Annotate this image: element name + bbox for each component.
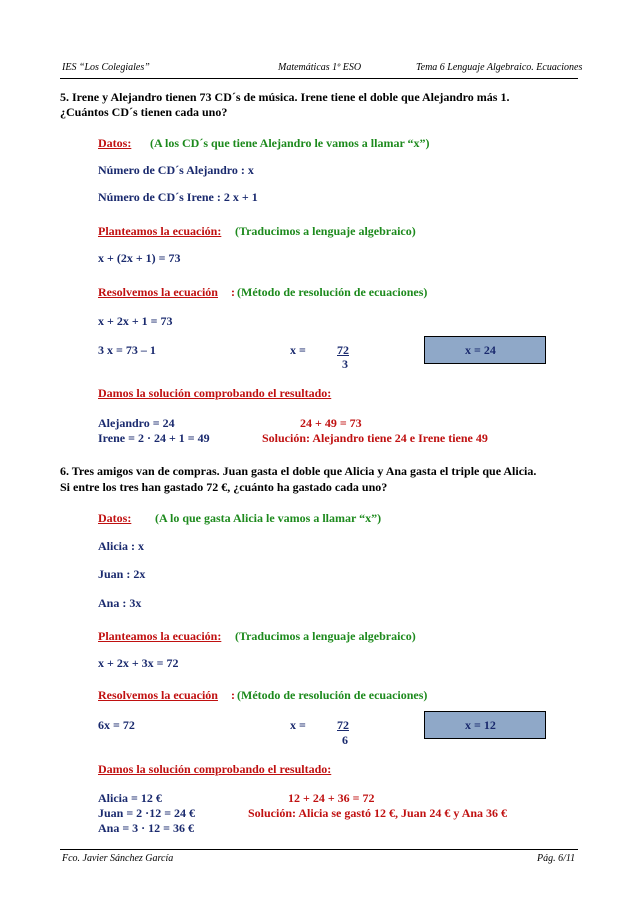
footer-rule [60, 849, 578, 850]
fraction-denominator: 3 [342, 357, 348, 371]
data-line-juan: Juan : 2x [98, 567, 146, 581]
check-label: Damos la solución comprobando el resultado: [98, 762, 332, 776]
answer-text: x = 12 [465, 718, 496, 732]
datos-label: Datos: [98, 136, 132, 150]
header-right: Tema 6 Lenguaje Algebraico. Ecuaciones [416, 62, 583, 73]
fraction-denominator: 6 [342, 733, 348, 747]
problem-6-statement-line1: 6. Tres amigos van de compras. Juan gasta el doble que Alicia y Ana gasta el triple que Alicia. [60, 464, 537, 478]
step-1: 6x = 72 [98, 718, 135, 732]
resolve-colon: : [231, 688, 235, 702]
footer-left: Fco. Javier Sánchez García [62, 853, 174, 864]
plan-note: (Traducimos a lenguaje algebraico) [235, 224, 416, 238]
check-alejandro: Alejandro = 24 [98, 416, 175, 430]
datos-note: (A lo que gasta Alicia le vamos a llamar “x”) [155, 511, 382, 525]
plan-note: (Traducimos a lenguaje algebraico) [235, 629, 416, 643]
datos-label: Datos: [98, 511, 132, 525]
x-equals: x = [290, 343, 306, 357]
check-ana: Ana = 3 · 12 = 36 € [98, 821, 195, 835]
resolve-label: Resolvemos la ecuación [98, 285, 218, 299]
resolve-note: (Método de resolución de ecuaciones) [237, 285, 428, 299]
check-label: Damos la solución comprobando el resultado: [98, 386, 332, 400]
problem-5-statement-line1: 5. Irene y Alejandro tienen 73 CD´s de música. Irene tiene el doble que Alejandro más 1. [60, 90, 510, 104]
data-line-alejandro: Número de CD´s Alejandro : x [98, 163, 254, 177]
check-sum: 24 + 49 = 73 [300, 416, 362, 430]
data-line-irene: Número de CD´s Irene : 2 x + 1 [98, 190, 258, 204]
answer-text: x = 24 [465, 343, 496, 357]
solution: Solución: Alicia se gastó 12 €, Juan 24 € y Ana 36 € [248, 806, 508, 820]
plan-label: Planteamos la ecuación: [98, 224, 222, 238]
answer-box [424, 711, 546, 739]
data-line-alicia: Alicia : x [98, 539, 144, 553]
check-juan: Juan = 2 ·12 = 24 € [98, 806, 196, 820]
header-left: IES “Los Colegiales” [62, 62, 150, 73]
step-1: x + 2x + 1 = 73 [98, 314, 173, 328]
plan-label: Planteamos la ecuación: [98, 629, 222, 643]
header-rule [60, 78, 578, 79]
answer-box [424, 336, 546, 364]
datos-note: (A los CD´s que tiene Alejandro le vamos a llamar “x”) [150, 136, 430, 150]
x-equals: x = [290, 718, 306, 732]
equation: x + (2x + 1) = 73 [98, 251, 181, 265]
header-center: Matemáticas 1º ESO [278, 62, 362, 73]
resolve-colon: : [231, 285, 235, 299]
solution: Solución: Alejandro tiene 24 e Irene tiene 49 [262, 431, 488, 445]
step-2: 3 x = 73 – 1 [98, 343, 156, 357]
resolve-label: Resolvemos la ecuación [98, 688, 218, 702]
fraction-numerator: 72 [337, 718, 349, 732]
check-irene: Irene = 2 · 24 + 1 = 49 [98, 431, 210, 445]
problem-6-statement-line2: Si entre los tres han gastado 72 €, ¿cuánto ha gastado cada uno? [60, 480, 388, 494]
footer-right: Pág. 6/11 [537, 853, 576, 864]
equation: x + 2x + 3x = 72 [98, 656, 179, 670]
check-alicia: Alicia = 12 € [98, 791, 162, 805]
data-line-ana: Ana : 3x [98, 596, 142, 610]
check-sum: 12 + 24 + 36 = 72 [288, 791, 375, 805]
problem-5-statement-line2: ¿Cuántos CD´s tienen cada uno? [60, 105, 228, 119]
fraction-numerator: 72 [337, 343, 349, 357]
resolve-note: (Método de resolución de ecuaciones) [237, 688, 428, 702]
